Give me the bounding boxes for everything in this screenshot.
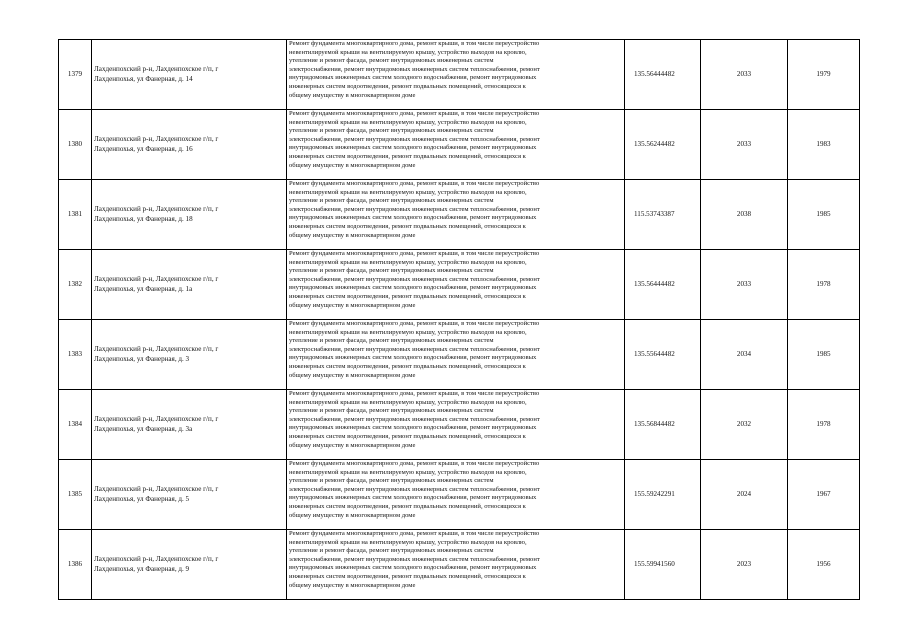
works-description-line: утепление и ремонт фасада, ремонт внутридомовых инженерных систем [289,57,494,65]
cost-cell: 135.56844482 [625,390,701,460]
works-description-line: невентилируемой крыши на вентилируемую крышу, устройство выходов на кровлю, [289,468,527,476]
row-number-cell: 1382 [59,250,92,320]
works-description-cell [287,180,625,250]
works-description-cell [287,110,625,180]
planned-year-cell: 2033 [701,250,788,320]
works-description-line: Ремонт фундамента многоквартирного дома, ремонт крыши, в том числе переустройство [289,390,540,397]
table-body [59,40,860,600]
address-cell [92,180,287,250]
works-description-line: невентилируемой крыши на вентилируемую крышу, устройство выходов на кровлю, [289,398,527,406]
cost-cell: 135.56244482 [625,110,701,180]
planned-year-cell: 2033 [701,110,788,180]
works-description-line: общему имуществу в многоквартирном доме [289,91,416,99]
works-description-line: электроснабжения, ремонт внутридомовых инженерных систем теплоснабжения, ремонт [289,345,540,353]
address-line: Лахденпохский р-н, Лахденпохское г/п, г [94,135,219,144]
address-line: Лахденпохья, ул Фанерная, д. 9 [94,564,190,573]
build-year-cell: 1979 [788,40,860,110]
works-description-line: утепление и ремонт фасада, ремонт внутридомовых инженерных систем [289,337,494,345]
table-row [59,180,860,250]
works-description-line: внутридомовых инженерных систем холодного водоснабжения, ремонт внутридомовых [289,74,537,82]
works-description-line: общему имуществу в многоквартирном доме [289,511,416,519]
cost-cell: 155.59242291 [625,460,701,530]
address-cell [92,250,287,320]
works-description-line: невентилируемой крыши на вентилируемую крышу, устройство выходов на кровлю, [289,118,527,126]
works-description-line: внутридомовых инженерных систем холодного водоснабжения, ремонт внутридомовых [289,214,537,222]
address-line: Лахденпохья, ул Фанерная, д. 18 [94,214,193,223]
works-description-line: инженерных систем водоотведения, ремонт подвальных помещений, относящихся к [289,292,526,300]
works-description-line: инженерных систем водоотведения, ремонт подвальных помещений, относящихся к [289,502,526,510]
build-year-cell: 1956 [788,530,860,600]
row-number-cell: 1384 [59,390,92,460]
cost-cell: 115.53743387 [625,180,701,250]
planned-year-cell: 2034 [701,320,788,390]
works-description-line: Ремонт фундамента многоквартирного дома, ремонт крыши, в том числе переустройство [289,180,540,187]
works-description-line: Ремонт фундамента многоквартирного дома, ремонт крыши, в том числе переустройство [289,110,540,117]
build-year-cell: 1978 [788,250,860,320]
table-row [59,320,860,390]
address-line: Лахденпохский р-н, Лахденпохское г/п, г [94,345,219,354]
works-description-cell [287,320,625,390]
address-line: Лахденпохья, ул Фанерная, д. 3а [94,424,193,433]
build-year-cell: 1983 [788,110,860,180]
row-number-cell: 1386 [59,530,92,600]
works-description-line: Ремонт фундамента многоквартирного дома, ремонт крыши, в том числе переустройство [289,40,540,47]
works-description-cell [287,390,625,460]
table-row [59,250,860,320]
works-description-line: Ремонт фундамента многоквартирного дома, ремонт крыши, в том числе переустройство [289,530,540,537]
address-cell [92,460,287,530]
planned-year-cell: 2023 [701,530,788,600]
address-cell [92,390,287,460]
table-row [59,390,860,460]
address-cell [92,530,287,600]
works-description-line: общему имуществу в многоквартирном доме [289,581,416,589]
cost-cell: 135.55644482 [625,320,701,390]
works-description-line: утепление и ремонт фасада, ремонт внутридомовых инженерных систем [289,127,494,135]
works-description-line: утепление и ремонт фасада, ремонт внутридомовых инженерных систем [289,267,494,275]
works-description-line: общему имуществу в многоквартирном доме [289,231,416,239]
build-year-cell: 1967 [788,460,860,530]
works-description-line: утепление и ремонт фасада, ремонт внутридомовых инженерных систем [289,477,494,485]
works-description-line: Ремонт фундамента многоквартирного дома, ремонт крыши, в том числе переустройство [289,320,540,327]
address-line: Лахденпохский р-н, Лахденпохское г/п, г [94,555,219,564]
row-number-cell: 1383 [59,320,92,390]
works-description-line: электроснабжения, ремонт внутридомовых инженерных систем теплоснабжения, ремонт [289,415,540,423]
works-description-line: внутридомовых инженерных систем холодного водоснабжения, ремонт внутридомовых [289,424,537,432]
works-description-line: внутридомовых инженерных систем холодного водоснабжения, ремонт внутридомовых [289,284,537,292]
works-description-cell [287,40,625,110]
address-line: Лахденпохья, ул Фанерная, д. 3 [94,354,190,363]
works-description-line: инженерных систем водоотведения, ремонт подвальных помещений, относящихся к [289,222,526,230]
table-row [59,460,860,530]
build-year-cell: 1985 [788,320,860,390]
address-cell [92,110,287,180]
works-description-line: невентилируемой крыши на вентилируемую крышу, устройство выходов на кровлю, [289,48,527,56]
works-description-line: внутридомовых инженерных систем холодного водоснабжения, ремонт внутридомовых [289,494,537,502]
cost-cell: 135.56444482 [625,40,701,110]
repair-program-table [58,39,860,600]
works-description-line: инженерных систем водоотведения, ремонт подвальных помещений, относящихся к [289,572,526,580]
address-line: Лахденпохский р-н, Лахденпохское г/п, г [94,485,219,494]
build-year-cell: 1985 [788,180,860,250]
address-line: Лахденпохский р-н, Лахденпохское г/п, г [94,415,219,424]
table-row [59,530,860,600]
works-description-line: электроснабжения, ремонт внутридомовых инженерных систем теплоснабжения, ремонт [289,135,540,143]
works-description-line: общему имуществу в многоквартирном доме [289,161,416,169]
works-description-line: общему имуществу в многоквартирном доме [289,441,416,449]
works-description-line: общему имуществу в многоквартирном доме [289,371,416,379]
table-row [59,110,860,180]
works-description-line: электроснабжения, ремонт внутридомовых инженерных систем теплоснабжения, ремонт [289,205,540,213]
row-number-cell: 1379 [59,40,92,110]
address-cell [92,320,287,390]
address-line: Лахденпохья, ул Фанерная, д. 5 [94,494,190,503]
works-description-line: внутридомовых инженерных систем холодного водоснабжения, ремонт внутридомовых [289,144,537,152]
address-line: Лахденпохья, ул Фанерная, д. 14 [94,74,193,83]
works-description-line: электроснабжения, ремонт внутридомовых инженерных систем теплоснабжения, ремонт [289,485,540,493]
row-number-cell: 1380 [59,110,92,180]
works-description-line: невентилируемой крыши на вентилируемую крышу, устройство выходов на кровлю, [289,328,527,336]
cost-cell: 155.59941560 [625,530,701,600]
planned-year-cell: 2038 [701,180,788,250]
works-description-cell [287,250,625,320]
cost-cell: 135.56444482 [625,250,701,320]
address-line: Лахденпохский р-н, Лахденпохское г/п, г [94,275,219,284]
works-description-line: внутридомовых инженерных систем холодного водоснабжения, ремонт внутридомовых [289,354,537,362]
address-line: Лахденпохья, ул Фанерная, д. 1а [94,284,193,293]
works-description-line: инженерных систем водоотведения, ремонт подвальных помещений, относящихся к [289,152,526,160]
works-description-line: Ремонт фундамента многоквартирного дома, ремонт крыши, в том числе переустройство [289,460,540,467]
document-sheet [58,39,841,600]
address-line: Лахденпохский р-н, Лахденпохское г/п, г [94,65,219,74]
works-description-line: инженерных систем водоотведения, ремонт подвальных помещений, относящихся к [289,82,526,90]
works-description-line: невентилируемой крыши на вентилируемую крышу, устройство выходов на кровлю, [289,258,527,266]
address-cell [92,40,287,110]
works-description-line: утепление и ремонт фасада, ремонт внутридомовых инженерных систем [289,197,494,205]
works-description-line: невентилируемой крыши на вентилируемую крышу, устройство выходов на кровлю, [289,188,527,196]
address-line: Лахденпохья, ул Фанерная, д. 16 [94,144,193,153]
works-description-line: внутридомовых инженерных систем холодного водоснабжения, ремонт внутридомовых [289,564,537,572]
works-description-line: инженерных систем водоотведения, ремонт подвальных помещений, относящихся к [289,432,526,440]
works-description-line: утепление и ремонт фасада, ремонт внутридомовых инженерных систем [289,547,494,555]
works-description-line: электроснабжения, ремонт внутридомовых инженерных систем теплоснабжения, ремонт [289,275,540,283]
works-description-line: электроснабжения, ремонт внутридомовых инженерных систем теплоснабжения, ремонт [289,555,540,563]
address-line: Лахденпохский р-н, Лахденпохское г/п, г [94,205,219,214]
works-description-line: утепление и ремонт фасада, ремонт внутридомовых инженерных систем [289,407,494,415]
works-description-line: инженерных систем водоотведения, ремонт подвальных помещений, относящихся к [289,362,526,370]
works-description-line: электроснабжения, ремонт внутридомовых инженерных систем теплоснабжения, ремонт [289,65,540,73]
works-description-line: общему имуществу в многоквартирном доме [289,301,416,309]
row-number-cell: 1381 [59,180,92,250]
table-row [59,40,860,110]
planned-year-cell: 2032 [701,390,788,460]
works-description-line: невентилируемой крыши на вентилируемую крышу, устройство выходов на кровлю, [289,538,527,546]
works-description-line: Ремонт фундамента многоквартирного дома, ремонт крыши, в том числе переустройство [289,250,540,257]
row-number-cell: 1385 [59,460,92,530]
planned-year-cell: 2024 [701,460,788,530]
works-description-cell [287,460,625,530]
works-description-cell [287,530,625,600]
build-year-cell: 1978 [788,390,860,460]
planned-year-cell: 2033 [701,40,788,110]
